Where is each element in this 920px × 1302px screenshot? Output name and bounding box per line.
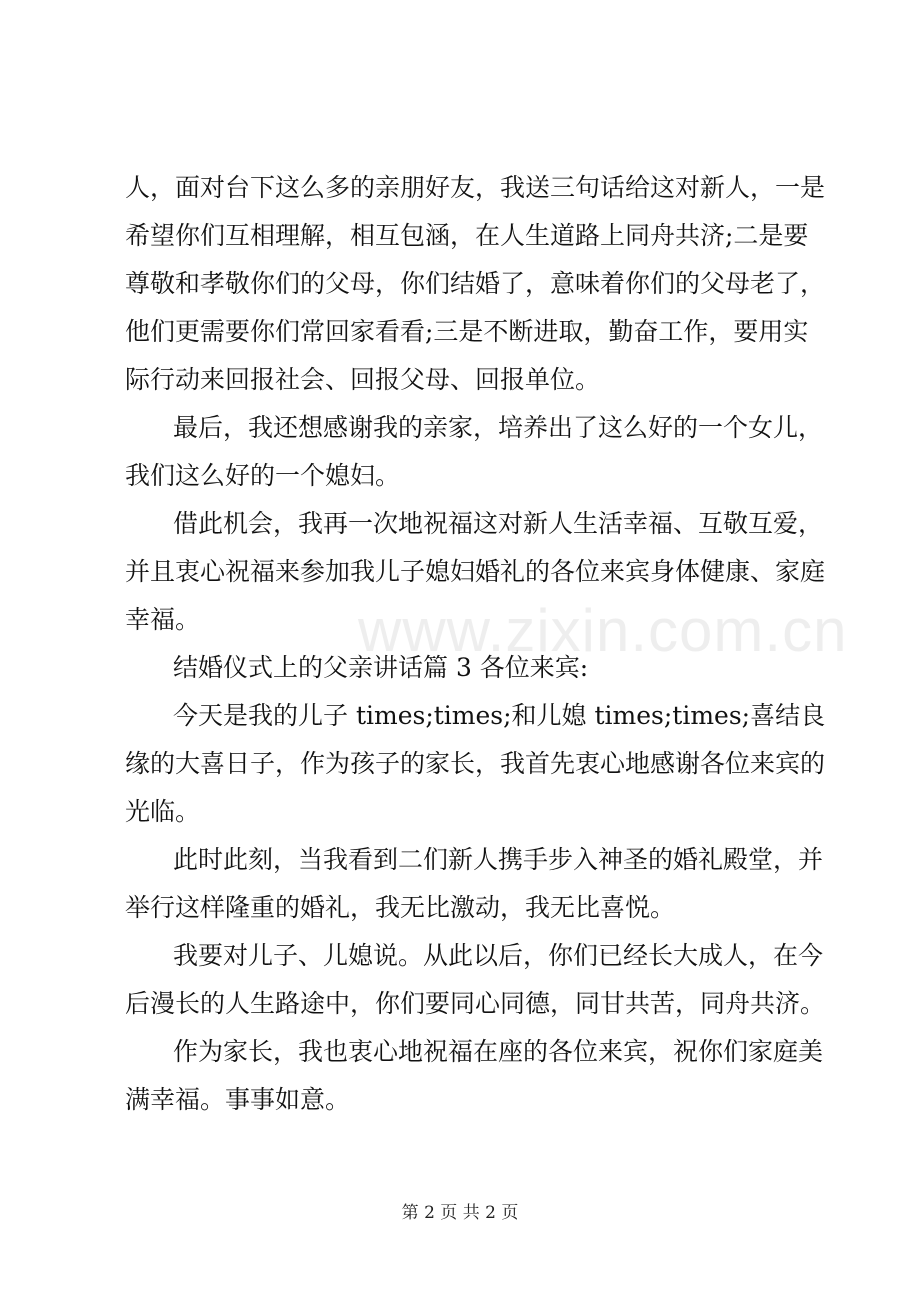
body-line: 人，面对台下这么多的亲朋好友，我送三句话给这对新人，一是 (125, 173, 826, 202)
body-line: 举行这样隆重的婚礼，我无比激动，我无比喜悦。 (125, 893, 676, 922)
body-line: 尊敬和孝敬你们的父母，你们结婚了，意味着你们的父母老了， (125, 269, 826, 298)
body-line: 希望你们互相理解，相互包涵，在人生道路上同舟共济;二是要 (125, 221, 809, 250)
paragraph-first-line: 作为家长，我也衷心地祝福在座的各位来宾，祝你们家庭美 (173, 1037, 824, 1066)
body-line: 满幸福。事事如意。 (125, 1085, 351, 1114)
paragraph-first-line: 借此机会，我再一次地祝福这对新人生活幸福、互敬互爱， (173, 509, 824, 538)
watermark: www.zixin.com.cn (358, 597, 848, 664)
body-line: 际行动来回报社会、回报父母、回报单位。 (125, 365, 601, 394)
section-heading-line: 结婚仪式上的父亲讲话篇 3 各位来宾: (173, 653, 589, 682)
body-line: 光临。 (125, 797, 201, 826)
body-line: 他们更需要你们常回家看看;三是不断进取，勤奋工作，要用实 (125, 317, 809, 346)
page-footer: 第 2 页 共 2 页 (401, 1203, 519, 1223)
body-line: 并且衷心祝福来参加我儿子媳妇婚礼的各位来宾身体健康、家庭 (125, 557, 826, 586)
body-line: 幸福。 (125, 605, 201, 634)
paragraph-first-line: 此时此刻，当我看到二们新人携手步入神圣的婚礼殿堂，并 (173, 845, 824, 874)
paragraph-first-line: 我要对儿子、儿媳说。从此以后，你们已经长大成人，在今 (173, 941, 824, 970)
paragraph-first-line: 最后，我还想感谢我的亲家，培养出了这么好的一个女儿， (173, 413, 824, 442)
body-line: 缘的大喜日子，作为孩子的家长，我首先衷心地感谢各位来宾的 (125, 749, 826, 778)
body-line: 我们这么好的一个媳妇。 (125, 461, 401, 490)
paragraph-first-line: 今天是我的儿子 times;times;和儿媳 times;times;喜结良 (173, 701, 826, 730)
body-line: 后漫长的人生路途中，你们要同心同德，同甘共苦，同舟共济。 (125, 989, 826, 1018)
